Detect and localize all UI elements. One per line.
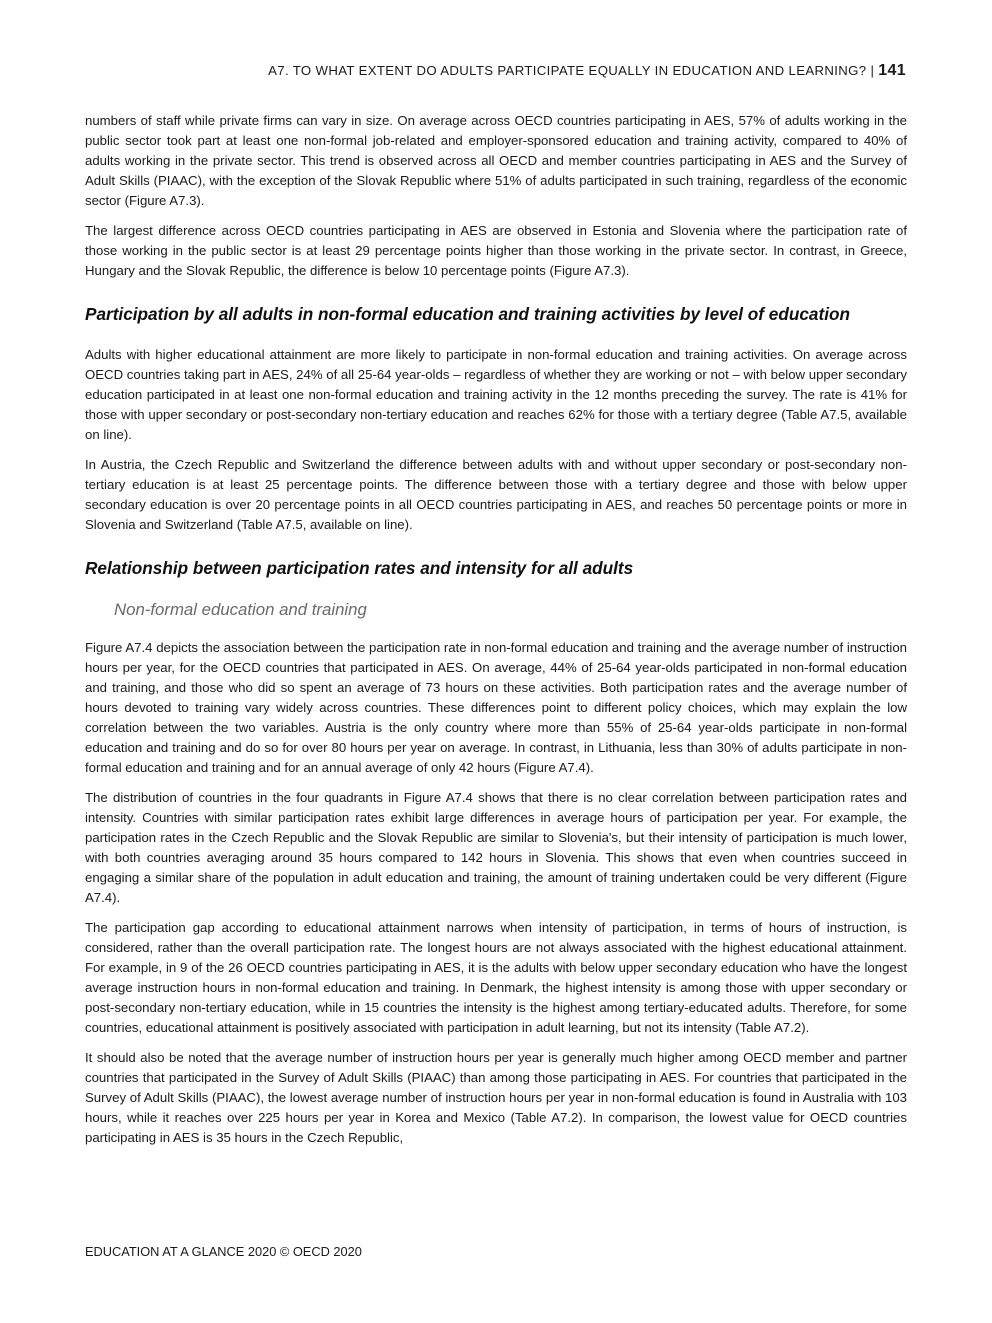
paragraph: Adults with higher educational attainment are more likely to participate in non-formal education and training activities. On average across OECD countries taking part in AES, 24% of all 25-64 year-olds – regardless of whether they are working or not – with below upper secondary education participated in at least one non-formal education and training activity in the 12 months preceding the survey. The rate is 41% for those with upper secondary or post-secondary non-tertiary education and reaches 62% for those with a tertiary degree (Table A7.5, available on line).: [85, 347, 907, 442]
running-header: [268, 62, 906, 80]
header-separator: |: [870, 63, 875, 78]
paragraph: It should also be noted that the average number of instruction hours per year is generally much higher among OECD member and partner countries that participated in the Survey of Adult Skills (PIAAC) than among those participating in AES. For countries that participated in the Survey of Adult Skills (PIAAC), the lowest average number of instruction hours per year in non-formal education is found in Australia with 103 hours, while it reaches over 225 hours per year in Korea and Mexico (Table A7.2). In comparison, the lowest value for OECD countries participating in AES is 35 hours in the Czech Republic,: [85, 1050, 907, 1145]
page-number: 141: [878, 62, 906, 79]
paragraph: The participation gap according to educational attainment narrows when intensity of participation, in terms of hours of instruction, is considered, rather than the overall participation rate. The longest hours are not always associated with the highest educational attainment. For example, in 9 of the 26 OECD countries participating in AES, it is the adults with below upper secondary education who have the longest average instruction hours in non-formal education and training. In Denmark, the highest intensity is among those with upper secondary or post-secondary non-tertiary education, while in 15 countries the intensity is the highest among tertiary-educated adults. Therefore, for some countries, educational attainment is positively associated with participation in adult learning, but not its intensity (Table A7.2).: [85, 920, 907, 1035]
paragraph: In Austria, the Czech Republic and Switzerland the difference between adults with and without upper secondary or post-secondary non-tertiary education is at least 25 percentage points. The difference between those with a tertiary degree and those with below upper secondary education is over 20 percentage points in all OECD countries participating in AES, and reaches 50 percentage points or more in Slovenia and Switzerland (Table A7.5, available on line).: [85, 457, 907, 532]
paragraph: The largest difference across OECD countries participating in AES are observed in Estonia and Slovenia where the participation rate of those working in the public sector is at least 29 percentage points higher than those working in the private sector. In contrast, in Greece, Hungary and the Slovak Republic, the difference is below 10 percentage points (Figure A7.3).: [85, 223, 907, 278]
paragraph: The distribution of countries in the four quadrants in Figure A7.4 shows that there is no clear correlation between participation rates and intensity. Countries with similar participation rates exhibit large differences in average hours of participation per year. For example, the participation rates in the Czech Republic and the Slovak Republic are similar to Slovenia's, but their intensity of participation is much lower, with both countries averaging around 35 hours compared to 142 hours in Slovenia. This shows that even when countries succeed in engaging a similar share of the population in adult education and training, the amount of training undertaken could be very different (Figure A7.4).: [85, 790, 907, 905]
subsection-heading-non-formal: Non-formal education and training: [114, 600, 367, 619]
page-footer: EDUCATION AT A GLANCE 2020 © OECD 2020: [85, 1244, 362, 1259]
paragraph: numbers of staff while private firms can vary in size. On average across OECD countries participating in AES, 57% of adults working in the public sector took part at least one non-formal job-related and employer-sponsored education and training activity, compared to 40% of adults working in the private sector. This trend is observed across all OECD and member countries participating in AES and the Survey of Adult Skills (PIAAC), with the exception of the Slovak Republic where 51% of adults participated in such training, regardless of the economic sector (Figure A7.3).: [85, 113, 907, 208]
page-content: [85, 111, 907, 1158]
chapter-title: A7. TO WHAT EXTENT DO ADULTS PARTICIPATE EQUALLY IN EDUCATION AND LEARNING?: [268, 63, 867, 78]
section-heading-participation-intensity: Relationship between participation rates and intensity for all adults: [85, 558, 634, 578]
section-heading-level-of-education: Participation by all adults in non-formal education and training activities by level of education: [85, 304, 850, 324]
paragraph: Figure A7.4 depicts the association between the participation rate in non-formal education and training and the average number of instruction hours per year, for the OECD countries that participated in AES. On average, 44% of 25-64 year-olds participated in non-formal education and training, and those who did so spent an average of 73 hours on these activities. Both participation rates and the average number of hours devoted to training vary widely across countries. These differences point to different policy choices, which may explain the low correlation between the two variables. Austria is the only country where more than 55% of 25-64 year-olds participate in non-formal education and training and do so for over 80 hours per year on average. In contrast, in Lithuania, less than 30% of adults participate in non-formal education and training and for an annual average of only 42 hours (Figure A7.4).: [85, 640, 907, 775]
